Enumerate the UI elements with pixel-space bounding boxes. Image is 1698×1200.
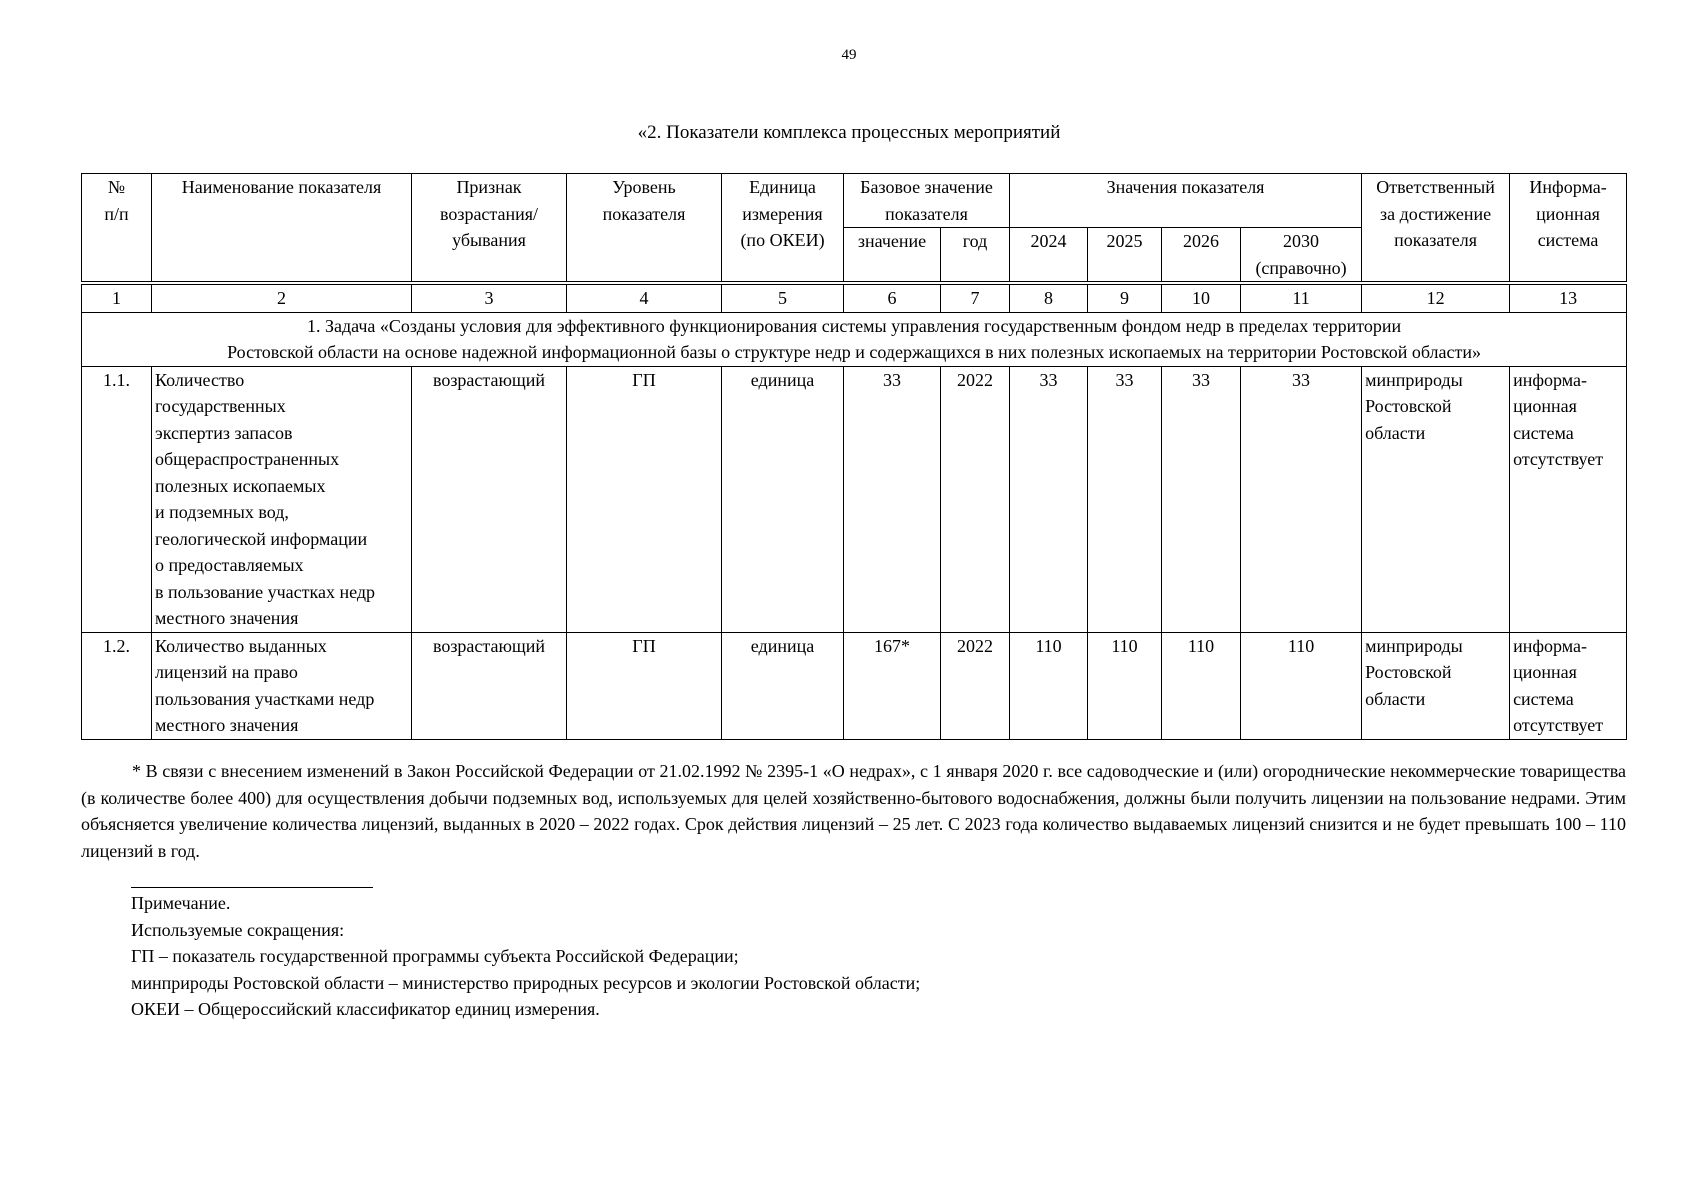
header-responsible: Ответственный за достижение показателя (1362, 174, 1510, 284)
column-number: 8 (1010, 283, 1088, 312)
notes-divider (131, 887, 373, 888)
value-2024-cell: 110 (1010, 632, 1088, 739)
column-number: 3 (412, 283, 567, 312)
value-2030-cell: 110 (1241, 632, 1362, 739)
row-number: 1.1. (82, 366, 152, 632)
task-cell: 1. Задача «Созданы условия для эффективного функционирования системы управления государственным фондом недр в пределах территории Ростовской области на основе надежной информационной базы о структуре недр и содержащихся в них полезных ископаемых на территории Ростовской области» (82, 312, 1627, 366)
note-line: ГП – показатель государственной программы субъекта Российской Федерации; (131, 946, 739, 966)
base-value-cell: 167* (844, 632, 941, 739)
value-2025-cell: 110 (1088, 632, 1162, 739)
level-cell: ГП (567, 366, 722, 632)
indicator-name: Количество выданных лицензий на право пользования участками недр местного значения (152, 632, 412, 739)
column-number: 13 (1510, 283, 1627, 312)
header-base-year: год (941, 228, 1010, 284)
header-2025: 2025 (1088, 228, 1162, 284)
indicators-table (81, 173, 1627, 740)
trend-cell: возрастающий (412, 632, 567, 739)
column-numbers-row (82, 283, 1627, 312)
footnote: * В связи с внесением изменений в Закон Российской Федерации от 21.02.1992 № 2395-1 «О недрах», с 1 января 2020 г. все садоводческие и (или) огороднические некоммерческие товарищества (в количестве более 400) для осуществления добычи подземных вод, используемых для целей хозяйственно-бытового водоснабжения, должны были получить лицензии на пользование недрами. Этим объясняется увеличение количества лицензий, выданных в 2020 – 2022 годах. Срок действия лицензий – 25 лет. С 2023 года количество выдаваемых лицензий снизится и не будет превышать 100 – 110 лицензий в год. (81, 761, 1626, 861)
base-year-cell: 2022 (941, 366, 1010, 632)
header-name: Наименование показателя (152, 174, 412, 284)
value-2025-cell: 33 (1088, 366, 1162, 632)
column-number: 12 (1362, 283, 1510, 312)
value-2024-cell: 33 (1010, 366, 1088, 632)
responsible-cell: минприроды Ростовской области (1362, 366, 1510, 632)
note-line: минприроды Ростовской области – министерство природных ресурсов и экологии Ростовской области; (131, 972, 921, 993)
header-row-1 (82, 174, 1627, 228)
note-line: ОКЕИ – Общероссийский классификатор единиц измерения. (131, 999, 600, 1019)
column-number: 11 (1241, 283, 1362, 312)
note-heading: Примечание. (131, 893, 231, 913)
header-values: Значения показателя (1010, 174, 1362, 228)
page-number: 49 (841, 47, 857, 63)
table-row (82, 366, 1627, 632)
value-2026-cell: 110 (1162, 632, 1241, 739)
header-2024: 2024 (1010, 228, 1088, 284)
unit-cell: единица (722, 632, 844, 739)
column-number: 4 (567, 283, 722, 312)
column-number: 6 (844, 283, 941, 312)
notes (131, 890, 920, 1023)
page-title: «2. Показатели комплекса процессных мероприятий (637, 122, 1061, 143)
row-number: 1.2. (82, 632, 152, 739)
header-base-value: значение (844, 228, 941, 284)
infosys-cell: информа- ционная система отсутствует (1510, 366, 1627, 632)
base-value-cell: 33 (844, 366, 941, 632)
trend-cell: возрастающий (412, 366, 567, 632)
value-2026-cell: 33 (1162, 366, 1241, 632)
task-row (82, 312, 1627, 366)
header-infosys: Информа- ционная система (1510, 174, 1627, 284)
header-trend: Признак возрастания/ убывания (412, 174, 567, 284)
unit-cell: единица (722, 366, 844, 632)
indicator-name: Количество государственных экспертиз запасов общераспространенных полезных ископаемых и подземных вод, геологической информации о предоставляемых в пользование участках недр местного значения (152, 366, 412, 632)
base-year-cell: 2022 (941, 632, 1010, 739)
table-row (82, 632, 1627, 739)
value-2030-cell: 33 (1241, 366, 1362, 632)
column-number: 2 (152, 283, 412, 312)
column-number: 1 (82, 283, 152, 312)
column-number: 5 (722, 283, 844, 312)
header-num: № п/п (82, 174, 152, 284)
level-cell: ГП (567, 632, 722, 739)
column-number: 7 (941, 283, 1010, 312)
note-line: Используемые сокращения: (131, 919, 345, 940)
header-base: Базовое значение показателя (844, 174, 1010, 228)
header-2030: 2030 (справочно) (1241, 228, 1362, 284)
responsible-cell: минприроды Ростовской области (1362, 632, 1510, 739)
infosys-cell: информа- ционная система отсутствует (1510, 632, 1627, 739)
column-number: 10 (1162, 283, 1241, 312)
header-unit: Единица измерения (по ОКЕИ) (722, 174, 844, 284)
header-level: Уровень показателя (567, 174, 722, 284)
column-number: 9 (1088, 283, 1162, 312)
header-2026: 2026 (1162, 228, 1241, 284)
